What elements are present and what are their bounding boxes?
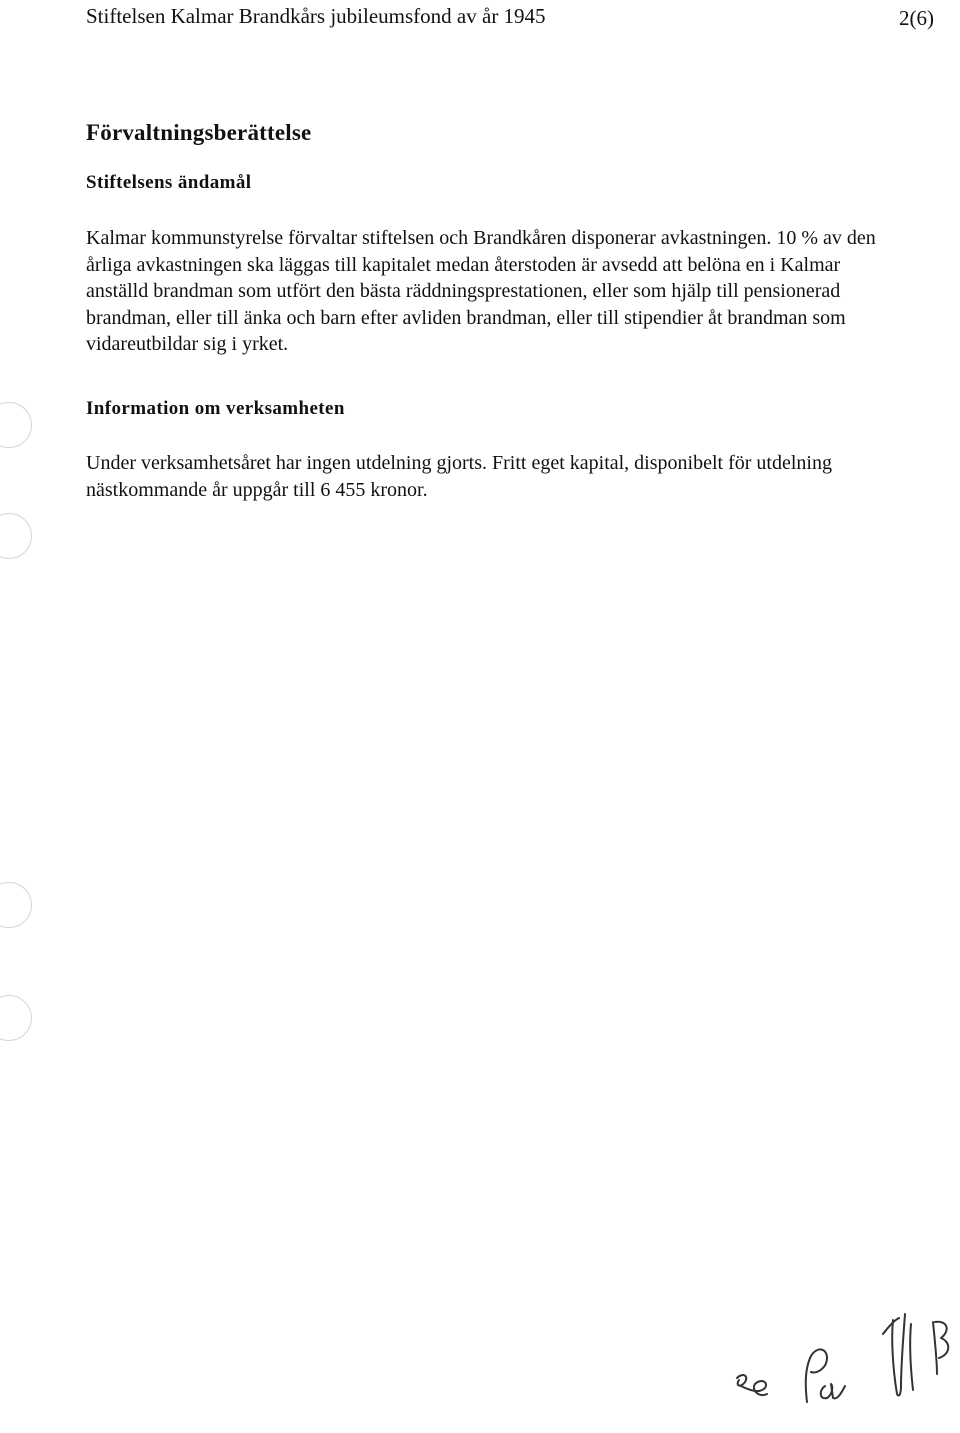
punch-hole-icon bbox=[0, 513, 32, 559]
punch-hole-icon bbox=[0, 882, 32, 928]
main-heading: Förvaltningsberättelse bbox=[86, 120, 312, 145]
paragraph-line: Under verksamhetsåret har ingen utdelning gjorts. Fritt eget kapital, disponibelt för utdelning bbox=[86, 452, 832, 474]
info-heading: Information om verksamheten bbox=[86, 398, 345, 419]
handwritten-initials-icon bbox=[715, 1290, 955, 1420]
purpose-paragraph bbox=[86, 225, 954, 358]
paragraph-line: anställd brandman som utfört den bästa räddningsprestationen, eller som hjälp till pensionerad bbox=[86, 280, 841, 302]
page-number: 2(6) bbox=[899, 6, 934, 30]
punch-hole-icon bbox=[0, 402, 32, 448]
paragraph-line: brandman, eller till änka och barn efter avliden brandman, eller till stipendier åt brandman som bbox=[86, 306, 846, 329]
info-paragraph bbox=[86, 450, 954, 503]
paragraph-line: nästkommande år uppgår till 6 455 kronor. bbox=[86, 478, 428, 501]
page-header-title: Stiftelsen Kalmar Brandkårs jubileumsfond av år 1945 bbox=[86, 4, 546, 28]
punch-hole-icon bbox=[0, 995, 32, 1041]
paragraph-line: årliga avkastningen ska läggas till kapitalet medan återstoden är avsedd att belöna en i Kalmar bbox=[86, 253, 841, 276]
paragraph-line: vidareutbildar sig i yrket. bbox=[86, 333, 289, 355]
paragraph-line: Kalmar kommunstyrelse förvaltar stiftelsen och Brandkåren disponerar avkastningen. 10 % av den bbox=[86, 227, 876, 249]
purpose-heading: Stiftelsens ändamål bbox=[86, 172, 252, 193]
